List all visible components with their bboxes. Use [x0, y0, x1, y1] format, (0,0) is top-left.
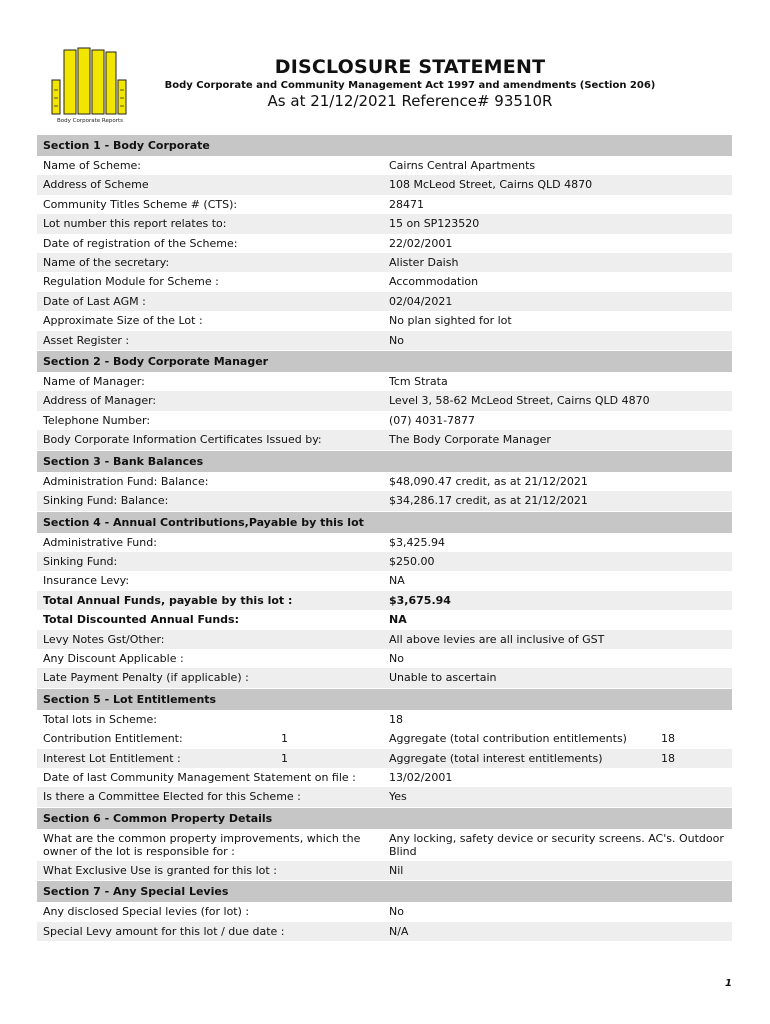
row-label: Is there a Committee Elected for this Scheme :: [43, 790, 301, 804]
table-row: [37, 234, 732, 253]
table-row: [37, 272, 732, 291]
row-value: $48,090.47 credit, as at 21/12/2021: [389, 474, 588, 488]
row-value: (07) 4031-7877: [389, 413, 476, 427]
row-value: All above levies are all inclusive of GST: [389, 632, 605, 646]
disclosure-sheet: [37, 134, 732, 941]
row-label: Total Annual Funds, payable by this lot :: [43, 593, 293, 607]
row-label: Sinking Fund:: [43, 554, 118, 568]
row-label: Special Levy amount for this lot / due date :: [43, 924, 285, 938]
row-value: Yes: [389, 790, 407, 804]
row-value: Level 3, 58-62 McLeod Street, Cairns QLD 4870: [389, 394, 650, 408]
table-row: [37, 491, 732, 510]
row-label: Insurance Levy:: [43, 574, 130, 588]
row-label: Approximate Size of the Lot :: [43, 314, 203, 328]
row-value: $250.00: [389, 554, 435, 568]
table-row: [37, 156, 732, 175]
row-label: Sinking Fund: Balance:: [43, 494, 169, 508]
row-value: No plan sighted for lot: [389, 314, 512, 328]
row-value: 18: [389, 712, 403, 726]
row-value: $3,425.94: [389, 535, 445, 549]
row-value: NA: [389, 574, 405, 588]
row-label: Any Discount Applicable :: [43, 651, 184, 665]
as-at-reference: As at 21/12/2021 Reference# 93510R: [267, 92, 553, 110]
table-row: [37, 710, 732, 729]
row-value: No: [389, 651, 404, 665]
document-subtitle: Body Corporate and Community Management Act 1997 and amendments (Section 206): [164, 80, 656, 91]
row-label: Address of Scheme: [43, 178, 149, 192]
row-label: Name of the secretary:: [43, 256, 170, 270]
aggregate-label: Aggregate (total interest entitlements): [389, 751, 603, 765]
row-label: Total lots in Scheme:: [43, 712, 157, 726]
table-row: [37, 292, 732, 311]
row-value: No: [389, 905, 404, 919]
table-row: [37, 175, 732, 194]
row-value: Unable to ascertain: [389, 671, 497, 685]
row-label: Any disclosed Special levies (for lot) :: [43, 905, 250, 919]
row-label: What Exclusive Use is granted for this lot :: [43, 863, 277, 877]
table-row: [37, 552, 732, 571]
table-row: [37, 649, 732, 668]
row-label: Interest Lot Entitlement :: [43, 751, 181, 765]
row-value: 15 on SP123520: [389, 217, 480, 231]
row-label: Community Titles Scheme # (CTS):: [43, 197, 238, 211]
table-row: [37, 902, 732, 921]
table-row: [37, 668, 732, 687]
row-label: Regulation Module for Scheme :: [43, 275, 219, 289]
section-6-heading: Section 6 - Common Property Details: [37, 808, 732, 829]
table-row: [37, 391, 732, 410]
row-label: Body Corporate Information Certificates Issued by:: [43, 433, 322, 447]
row-value: 13/02/2001: [389, 770, 453, 784]
row-value: 1: [281, 751, 288, 765]
row-value: 02/04/2021: [389, 294, 453, 308]
row-value: 28471: [389, 197, 424, 211]
section-1-heading: Section 1 - Body Corporate: [37, 135, 732, 156]
company-logo: [50, 44, 130, 124]
row-value: 108 McLeod Street, Cairns QLD 4870: [389, 178, 593, 192]
row-label: Late Payment Penalty (if applicable) :: [43, 671, 249, 685]
row-value: The Body Corporate Manager: [389, 433, 551, 447]
table-row: [37, 411, 732, 430]
table-row: [37, 829, 732, 861]
table-row: [37, 195, 732, 214]
row-label: Total Discounted Annual Funds:: [43, 613, 239, 627]
row-label: Administration Fund: Balance:: [43, 474, 209, 488]
section-5-heading: Section 5 - Lot Entitlements: [37, 689, 732, 710]
row-label: What are the common property improvements, which the owner of the lot is responsible for :: [43, 831, 361, 858]
row-value: Any locking, safety device or security screens. AC's. Outdoor Blind: [389, 831, 724, 858]
aggregate-label: Aggregate (total contribution entitlements): [389, 732, 627, 746]
row-value: Alister Daish: [389, 256, 459, 270]
row-value: Tcm Strata: [389, 375, 448, 389]
row-label: Date of Last AGM :: [43, 294, 146, 308]
table-row: [37, 749, 732, 768]
table-row: [37, 768, 732, 787]
row-label: Date of registration of the Scheme:: [43, 236, 238, 250]
row-value: $34,286.17 credit, as at 21/12/2021: [389, 494, 588, 508]
table-row: [37, 630, 732, 649]
row-label: Telephone Number:: [43, 413, 151, 427]
table-row: [37, 610, 732, 629]
aggregate-value: 18: [661, 732, 675, 746]
row-value: Cairns Central Apartments: [389, 159, 536, 172]
row-label: Date of last Community Management Statement on file :: [43, 770, 356, 784]
row-value: 1: [281, 732, 288, 746]
page-number: 1: [725, 978, 732, 989]
row-label: Name of Manager:: [43, 375, 145, 389]
row-value: NA: [389, 613, 407, 627]
table-row: [37, 533, 732, 552]
row-label: Asset Register :: [43, 333, 130, 347]
table-row: [37, 430, 732, 449]
row-value: Accommodation: [389, 275, 479, 289]
section-4-heading: Section 4 - Annual Contributions,Payable by this lot: [37, 512, 732, 533]
svg-text:Body Corporate Reports: Body Corporate Reports: [57, 118, 123, 124]
table-row: [37, 922, 732, 941]
table-row: [37, 571, 732, 590]
table-row: [37, 253, 732, 272]
row-value: $3,675.94: [389, 593, 451, 607]
row-label: Levy Notes Gst/Other:: [43, 632, 165, 646]
table-row: [37, 331, 732, 350]
aggregate-value: 18: [661, 751, 675, 765]
table-row: [37, 861, 732, 880]
row-label: Contribution Entitlement:: [43, 732, 183, 746]
row-value: 22/02/2001: [389, 236, 453, 250]
table-row: [37, 729, 732, 748]
row-label: Administrative Fund:: [43, 535, 157, 549]
table-row: [37, 591, 732, 610]
table-row: [37, 372, 732, 391]
row-value: Nil: [389, 863, 404, 877]
row-label: Name of Scheme:: [43, 159, 142, 172]
document-title: DISCLOSURE STATEMENT: [274, 56, 546, 78]
table-row: [37, 472, 732, 491]
table-row: [37, 311, 732, 330]
row-label: Lot number this report relates to:: [43, 217, 227, 231]
row-label: Address of Manager:: [43, 394, 157, 408]
section-2-heading: Section 2 - Body Corporate Manager: [37, 351, 732, 372]
table-row: [37, 787, 732, 806]
row-value: N/A: [389, 924, 409, 938]
section-7-heading: Section 7 - Any Special Levies: [37, 881, 732, 902]
section-3-heading: Section 3 - Bank Balances: [37, 451, 732, 472]
table-row: [37, 214, 732, 233]
row-value: No: [389, 333, 404, 347]
